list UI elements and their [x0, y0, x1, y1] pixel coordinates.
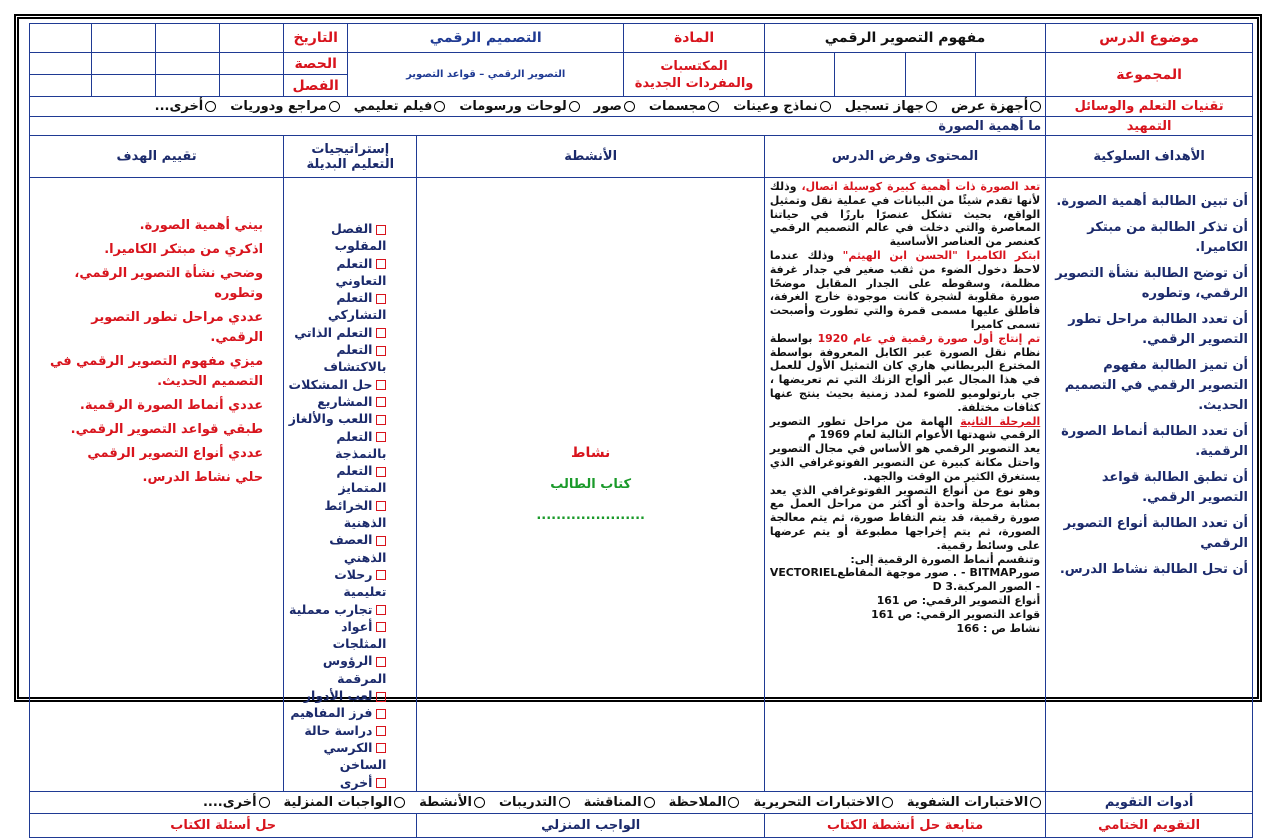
radio-icon[interactable] [329, 101, 340, 112]
date-cell-2[interactable] [156, 24, 220, 53]
content-paragraph: وهو نوع من أنواع التصوير الفوتوغرافي الذي يعد بمثابة مرحلة واحدة أو أكثر من مراحل العمل مع صورة رقمية، قد يتم التقاط صورة، ثم يتم معالجة الصورة، ثم يتم إخراجها مطبوعة أو يتم عرضها على وسائط رقمية. [769, 483, 1041, 552]
tools-option[interactable] [594, 99, 635, 114]
radio-icon[interactable] [559, 797, 570, 808]
checkbox-icon[interactable] [376, 622, 386, 632]
topic-value: مفهوم التصوير الرقمي [764, 24, 1045, 53]
tools-option[interactable] [459, 99, 579, 114]
activity-book: كتاب الطالب [550, 477, 632, 493]
checkbox-icon[interactable] [376, 743, 386, 753]
vocab-value: التصوير الرقمي – قواعد التصوير [348, 53, 624, 97]
strategies-list [284, 178, 417, 792]
content-highlight: تم إنتاج أول صورة رقمية في عام 1920 [817, 331, 1041, 345]
content-paragraph: صورBITMAP - . صور موجهة المقاطعVECTORIEL - الصور المركبة.D 3 [769, 566, 1041, 594]
strategy-item[interactable] [288, 462, 386, 497]
strategy-item[interactable] [288, 722, 386, 739]
evaluation-item: طبقي قواعد التصوير الرقمي. [70, 422, 264, 437]
radio-icon[interactable] [624, 101, 635, 112]
period-cell-2[interactable] [156, 53, 220, 75]
content-paragraph: بواسطة نظام نقل الصورة عبر الكابل المعروفة بواسطة المخترع البريطاني هاري كان التمثيل الأول للعمل في هذا المجال عبر ألواح الزنك التي تم تعريضها ، جي بارتولوميو للضوء لمدد زمنية بحيث ينتج عنها كثافات مختلفة. [769, 331, 1041, 414]
assessment-tools-options [30, 791, 1046, 813]
content-highlight: ابتكر الكاميرا "الحسن ابن الهيثم" [842, 248, 1041, 262]
strategy-item[interactable] [288, 739, 386, 774]
assessment-option[interactable] [907, 795, 1041, 810]
content-paragraph: أنواع التصوير الرقمي: ص 161 [876, 593, 1041, 607]
evaluation-item: حلي نشاط الدرس. [142, 470, 264, 485]
strategy-label: لعب الأدوار [303, 688, 373, 704]
final-eval-value: متابعة حل أنشطة الكتاب [764, 813, 1045, 837]
period-cell-3[interactable] [92, 53, 156, 75]
checkbox-icon[interactable] [376, 259, 386, 269]
strategy-item[interactable] [288, 428, 386, 463]
date-cell-1[interactable] [220, 24, 284, 53]
class-cell-1[interactable] [220, 75, 284, 97]
subject-label: المادة [624, 24, 765, 53]
class-label: الفصل [284, 75, 348, 97]
checkbox-icon[interactable] [376, 692, 386, 702]
radio-icon[interactable] [644, 797, 655, 808]
date-cell-3[interactable] [92, 24, 156, 53]
checkbox-icon[interactable] [376, 778, 386, 788]
objective-item: أن تميز الطالبة مفهوم التصوير الرقمي في التصميم الحديث. [1064, 358, 1248, 413]
evaluation-item: بيني أهمية الصورة. [139, 218, 264, 233]
objectives-header: الأهداف السلوكية [1046, 136, 1253, 178]
strategy-label: فرز المفاهيم [290, 705, 373, 721]
checkbox-icon[interactable] [376, 467, 386, 477]
radio-icon[interactable] [1030, 101, 1041, 112]
strategy-item[interactable] [288, 289, 386, 324]
checkbox-icon[interactable] [376, 501, 386, 511]
content-paragraph: وتنقسم أنماط الصورة الرقمية إلى: [850, 552, 1041, 566]
radio-icon[interactable] [569, 101, 580, 112]
topic-label: موضوع الدرس [1046, 24, 1253, 53]
checkbox-icon[interactable] [376, 346, 386, 356]
strategy-label: الخرائط الذهنية [324, 497, 387, 531]
strategy-label: أخرى [339, 774, 373, 790]
strategy-label: الرؤوس المرقمة [322, 653, 387, 686]
tools-option[interactable] [733, 99, 831, 114]
checkbox-icon[interactable] [376, 536, 386, 546]
strategy-item[interactable] [288, 376, 386, 393]
strategy-label: الفصل المقلوب [331, 221, 387, 254]
tools-option-label: أخرى... [154, 99, 204, 114]
objective-item: أن تحل الطالبة نشاط الدرس. [1059, 562, 1248, 577]
period-cell-4[interactable] [30, 53, 92, 75]
strategy-item[interactable] [288, 618, 386, 653]
lesson-plan-table [29, 23, 1253, 833]
evaluation-header: تقييم الهدف [30, 136, 284, 178]
strategy-item[interactable] [288, 220, 386, 255]
checkbox-icon[interactable] [376, 294, 386, 304]
date-label: التاريخ [284, 24, 348, 53]
strategy-item[interactable] [288, 704, 386, 721]
radio-icon[interactable] [708, 101, 719, 112]
objective-item: أن تذكر الطالبة من مبتكر الكاميرا. [1087, 220, 1248, 255]
content-paragraph: وذلك عندما لاحظ دخول الضوء من ثقب صغير في جدار غرفة مظلمة، وسقوطه على الجدار المقابل موضحًا صورة مقلوبة لشجرة كانت موجودة خارج الغرفة، فأطلق عليها مسمى قمرة والتي تطورت وأصبحت تسمى كاميرا [769, 248, 1041, 331]
strategy-item[interactable] [288, 410, 386, 427]
content-paragraph: قواعد التصوير الرقمي: ص 161 [871, 607, 1041, 621]
strategy-item[interactable] [288, 497, 386, 532]
strategy-label: العصف الذهني [329, 532, 387, 565]
strategy-label: التعلم المتمايز [336, 463, 387, 496]
assessment-option[interactable] [584, 795, 655, 810]
tools-option-label: جهاز تسجيل [844, 99, 925, 114]
strategy-item[interactable] [288, 774, 386, 791]
checkbox-icon[interactable] [376, 397, 386, 407]
strategy-label: التعلم الذاتي [294, 324, 373, 340]
radio-icon[interactable] [434, 101, 445, 112]
checkbox-icon[interactable] [376, 657, 386, 667]
strategy-label: المشاريع [317, 393, 373, 409]
assessment-option[interactable] [419, 795, 485, 810]
strategy-label: التعلم التشاركي [327, 290, 387, 323]
assessment-tools-label: أدوات التقويم [1046, 791, 1253, 813]
strategy-label: التعلم بالنمذجة [335, 428, 387, 461]
assessment-option-label: الاختبارات الشفوية [906, 794, 1029, 810]
checkbox-icon[interactable] [376, 380, 386, 390]
checkbox-icon[interactable] [376, 415, 386, 425]
vocab-label: المكتسبات والمفردات الجديدة [624, 53, 765, 97]
period-cell-1[interactable] [220, 53, 284, 75]
radio-icon[interactable] [882, 797, 893, 808]
class-cell-3[interactable] [92, 75, 156, 97]
tools-label: تقنيات التعلم والوسائل [1046, 97, 1253, 117]
assessment-option-label: الأنشطة [419, 794, 472, 810]
group-cell-4[interactable] [764, 53, 834, 97]
tools-option-label: فيلم تعليمي [353, 99, 433, 114]
tools-option[interactable] [354, 99, 446, 114]
strategy-item[interactable] [288, 393, 386, 410]
radio-icon[interactable] [1030, 797, 1041, 808]
evaluation-item: اذكري من مبتكر الكاميرا. [104, 242, 264, 257]
checkbox-icon[interactable] [376, 726, 386, 736]
strategy-label: دراسة حالة [304, 722, 373, 738]
group-cell-2[interactable] [905, 53, 975, 97]
strategy-item[interactable] [288, 324, 386, 341]
strategy-label: اللعب والألغاز [288, 411, 373, 427]
radio-icon[interactable] [394, 797, 405, 808]
tools-options [30, 97, 1046, 117]
checkbox-icon[interactable] [376, 570, 386, 580]
subject-value: التصميم الرقمي [348, 24, 624, 53]
strategy-item[interactable] [288, 687, 386, 704]
assessment-option-label: الاختبارات التحريرية [753, 794, 880, 810]
group-label: المجموعة [1046, 53, 1253, 97]
homework-label: الواجب المنزلي [417, 813, 764, 837]
tools-option[interactable] [951, 99, 1041, 114]
group-cell-3[interactable] [835, 53, 905, 97]
intro-label: التمهيد [1046, 117, 1253, 136]
tools-option-label: لوحات ورسومات [459, 99, 567, 114]
radio-icon[interactable] [926, 101, 937, 112]
objective-item: أن تعدد الطالبة أنواع التصوير الرقمي [1063, 516, 1248, 551]
objective-item: أن تعدد الطالبة مراحل تطور التصوير الرقمي. [1068, 312, 1248, 347]
content-paragraph: الهامة من مراحل تطور التصوير الرقمي شهدتها الأعوام التالية لعام 1969 م [769, 414, 1041, 442]
evaluation-item: ميزي مفهوم التصوير الرقمي في التصميم الحديث. [49, 354, 264, 389]
content-highlight: المرحلة الثانية [960, 414, 1041, 428]
strategy-item[interactable] [288, 531, 386, 566]
strategy-label: الكرسي الساخن [323, 739, 387, 773]
assessment-option[interactable] [284, 795, 406, 810]
strategy-label: أعواد المثلجات [332, 618, 387, 652]
period-label: الحصة [284, 53, 348, 75]
checkbox-icon[interactable] [376, 328, 386, 338]
final-eval-label: التقويم الختامي [1046, 813, 1253, 837]
radio-icon[interactable] [205, 101, 216, 112]
checkbox-icon[interactable] [376, 709, 386, 719]
assessment-option-label: أخرى.... [202, 794, 257, 810]
lesson-content [764, 178, 1045, 792]
evaluation-item: وضحي نشأة التصوير الرقمي، وتطوره [74, 266, 264, 301]
content-paragraph: نشاط ص : 166 [956, 621, 1041, 635]
assessment-option[interactable] [203, 795, 270, 810]
content-paragraph: وذلك لأنها تقدم شيئًا من البيانات في عملية نقل وتمثيل الواقع، بحيث تشكل عنصرًا بارزًا في حياتنا المعاصرة والتي دخلت في عالم التصميم الرقمي كعنصر من العناصر الأساسية [769, 180, 1041, 249]
assessment-option-label: المناقشة [583, 794, 642, 810]
content-paragraph: يعد التصوير الرقمي هو الأساس في مجال التصوير واحتل مكانة كبيرة عن التصوير الفوتوغرافي الذي يستغرق الكثير من الوقت والجهد. [769, 442, 1041, 483]
tools-option-label: مجسمات [648, 99, 707, 114]
tools-option-label: أجهزة عرض [951, 99, 1029, 114]
evaluation-item: عددي مراحل تطور التصوير الرقمي. [91, 310, 264, 345]
tools-option[interactable] [230, 99, 340, 114]
activity-dots: ...................... [536, 508, 645, 524]
radio-icon[interactable] [728, 797, 739, 808]
strategy-label: تجارب معملية [288, 601, 373, 617]
objective-item: أن تعدد الطالبة أنماط الصورة الرقمية. [1061, 424, 1248, 459]
assessment-option-label: التدريبات [498, 794, 557, 810]
assessment-option[interactable] [499, 795, 570, 810]
activities-cell [417, 178, 764, 792]
tools-option-label: نماذج وعينات [733, 99, 818, 114]
strategy-item[interactable] [288, 652, 386, 687]
evaluation-item: عددي أنماط الصورة الرقمية. [79, 398, 264, 413]
objective-item: أن تطبق الطالبة قواعد التصوير الرقمي. [1101, 470, 1248, 505]
content-highlight: تعد الصورة ذات أهمية كبيرة كوسيلة اتصال، [801, 180, 1041, 193]
homework-value: حل أسئلة الكتاب [30, 813, 417, 837]
radio-icon[interactable] [820, 101, 831, 112]
strategy-item[interactable] [288, 341, 386, 376]
assessment-option[interactable] [669, 795, 740, 810]
objective-item: أن توضح الطالبة نشأة التصوير الرقمي، وتطوره [1055, 266, 1248, 301]
objectives-list [1046, 178, 1253, 792]
objective-item: أن تبين الطالبة أهمية الصورة. [1056, 194, 1248, 209]
strategies-header: إستراتيجيات التعليم البديلة [284, 136, 417, 178]
tools-option[interactable] [845, 99, 937, 114]
strategy-item[interactable] [288, 601, 386, 618]
strategy-item[interactable] [288, 566, 386, 601]
intro-value: ما أهمية الصورة [30, 117, 1046, 136]
strategy-item[interactable] [288, 255, 386, 290]
group-cell-1[interactable] [975, 53, 1045, 97]
tools-option-label: صور [593, 99, 622, 114]
strategy-label: التعلم التعاوني [335, 255, 387, 288]
class-cell-4[interactable] [30, 75, 92, 97]
checkbox-icon[interactable] [376, 605, 386, 615]
strategy-label: التعلم بالاكتشاف [323, 342, 387, 375]
radio-icon[interactable] [474, 797, 485, 808]
evaluation-item: عددي أنواع التصوير الرقمي [87, 446, 264, 461]
tools-option[interactable] [649, 99, 719, 114]
class-cell-2[interactable] [156, 75, 220, 97]
strategy-label: حل المشكلات [288, 376, 373, 392]
activities-header: الأنشطة [417, 136, 764, 178]
activity-title: نشاط [571, 445, 611, 462]
date-cell-4[interactable] [30, 24, 92, 53]
evaluation-list [30, 178, 284, 792]
radio-icon[interactable] [259, 797, 270, 808]
checkbox-icon[interactable] [376, 225, 386, 235]
content-header: المحتوى وفرض الدرس [764, 136, 1045, 178]
assessment-option-label: الملاحظة [668, 794, 727, 810]
tools-option-label: مراجع ودوريات [230, 99, 327, 114]
checkbox-icon[interactable] [376, 432, 386, 442]
assessment-option-label: الواجبات المنزلية [283, 794, 393, 810]
assessment-option[interactable] [753, 795, 892, 810]
strategy-label: رحلات تعليمية [334, 566, 387, 600]
tools-option[interactable] [155, 99, 217, 114]
